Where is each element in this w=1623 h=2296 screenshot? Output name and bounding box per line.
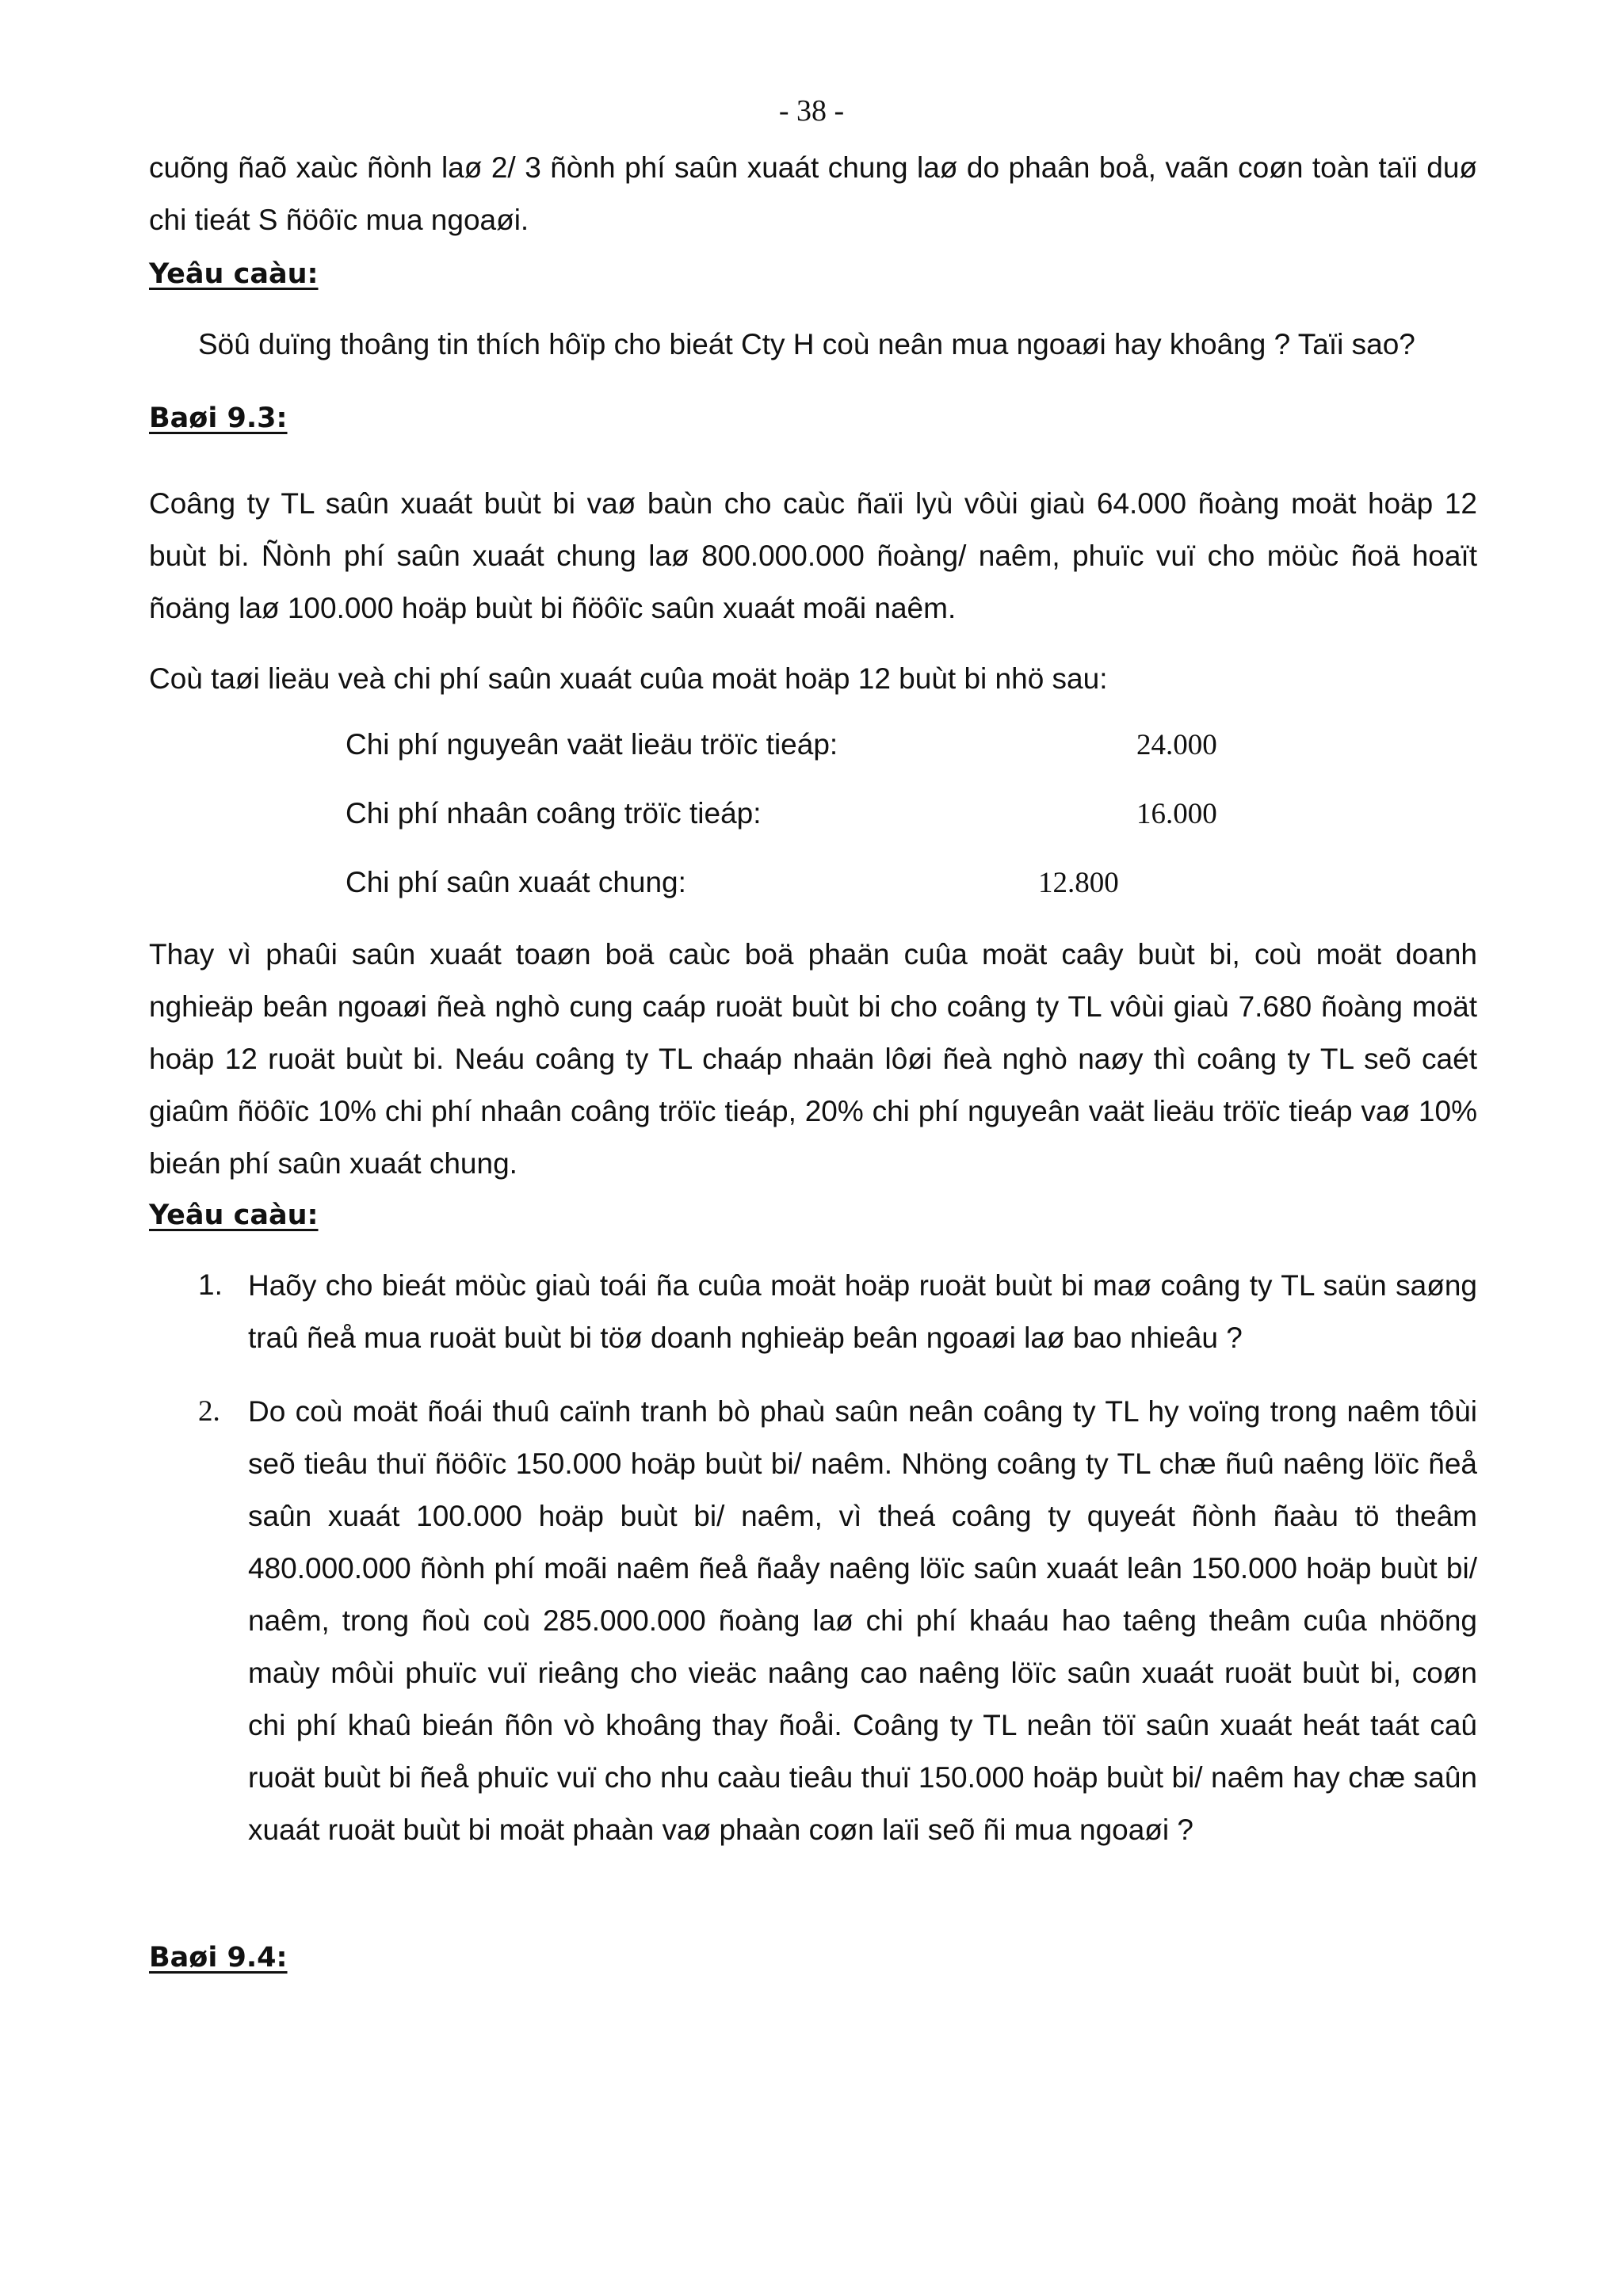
list-item: Haõy cho bieát möùc giaù toái ña cuûa moät hoäp ruoät buùt bi maø coâng ty TL saün saøng traû ñeå mua ruoät buùt bi töø doanh nghieäp beân ngoaøi laø bao nhieâu ?: [248, 1269, 1477, 1354]
list-item-number: 2.: [198, 1395, 220, 1428]
cost-value: 24.000: [1136, 729, 1217, 761]
intro-paragraph: cuõng ñaõ xaùc ñònh laø 2/ 3 ñònh phí saûn xuaát chung laø do phaân boå, vaãn coøn toàn taïi duø chi tieát S ñöôïc mua ngoaøi.: [149, 151, 1477, 236]
exercise-heading-9-4: Baøi 9.4:: [149, 1942, 288, 1974]
exercise-paragraph: Coâng ty TL saûn xuaát buùt bi vaø baùn cho caùc ñaïi lyù vôùi giaù 64.000 ñoàng moät hoäp 12 buùt bi. Ñònh phí saûn xuaát chung laø 800.000.000 ñoàng/ naêm, phuïc vuï cho möùc ñoä hoaït ñoäng laø 100.000 hoäp buùt bi ñöôïc saûn xuaát moãi naêm.: [149, 487, 1477, 624]
cost-label: Chi phí nguyeân vaät lieäu tröïc tieáp:: [346, 728, 838, 761]
cost-label: Chi phí saûn xuaát chung:: [346, 866, 686, 898]
cost-label: Chi phí nhaân coâng tröïc tieáp:: [346, 797, 762, 830]
page-number: - 38 -: [778, 94, 845, 128]
requirement-heading: Yeâu caàu:: [149, 1199, 319, 1231]
requirement-heading: Yeâu caàu:: [149, 258, 319, 290]
exercise-heading-9-3: Baøi 9.3:: [149, 402, 288, 434]
list-item-number: 1.: [198, 1268, 223, 1301]
list-item: Do coù moät ñoái thuû caïnh tranh bò phaù saûn neân coâng ty TL hy voïng trong naêm tôùi seõ tieâu thuï ñöôïc 150.000 hoäp buùt bi/ naêm. Nhöng coâng ty TL chæ ñuû naêng löïc ñeå saûn xuaát 100.000 hoäp buùt bi/ naêm, vì theá coâng ty quyeát ñònh ñaàu tö theâm 480.000.000 ñònh phí moãi naêm ñeå ñaåy naêng löïc saûn xuaát leân 150.000 hoäp buùt bi/ naêm, trong ñoù coù 285.000.000 ñoàng laø chi phí khaáu hao taêng theâm cuûa nhöõng maùy môùi phuïc vuï rieâng cho vieäc naâng cao naêng löïc saûn xuaát ruoät buùt bi, coøn chi phí khaû bieán ñôn vò khoâng thay ñoåi. Coâng ty TL neân töï saûn xuaát heát taát caû ruoät buùt bi ñeå phuïc vuï cho nhu caàu tieâu thuï 150.000 hoäp buùt bi/ naêm hay chæ saûn xuaát ruoät buùt bi moät phaàn vaø phaàn coøn laïi seõ ñi mua ngoaøi ?: [248, 1395, 1477, 1846]
cost-value: 12.800: [1038, 867, 1119, 899]
exercise-paragraph: Coù taøi lieäu veà chi phí saûn xuaát cuûa moät hoäp 12 buùt bi nhö sau:: [149, 662, 1108, 695]
exercise-paragraph: Thay vì phaûi saûn xuaát toaøn boä caùc boä phaän cuûa moät caây buùt bi, coù moät doanh nghieäp beân ngoaøi ñeà nghò cung caáp ruoät buùt bi cho coâng ty TL vôùi giaù 7.680 ñoàng moät hoäp 12 ruoät buùt bi. Neáu coâng ty TL chaáp nhaän lôøi ñeà nghò naøy thì coâng ty TL seõ caét giaûm ñöôïc 10% chi phí nhaân coâng tröïc tieáp, 20% chi phí nguyeân vaät lieäu tröïc tieáp vaø 10% bieán phí saûn xuaát chung.: [149, 938, 1477, 1180]
requirement-text: Söû duïng thoâng tin thích hôïp cho bieát Cty H coù neân mua ngoaøi hay khoâng ? Taïi sao?: [198, 328, 1415, 360]
cost-value: 16.000: [1136, 798, 1217, 830]
